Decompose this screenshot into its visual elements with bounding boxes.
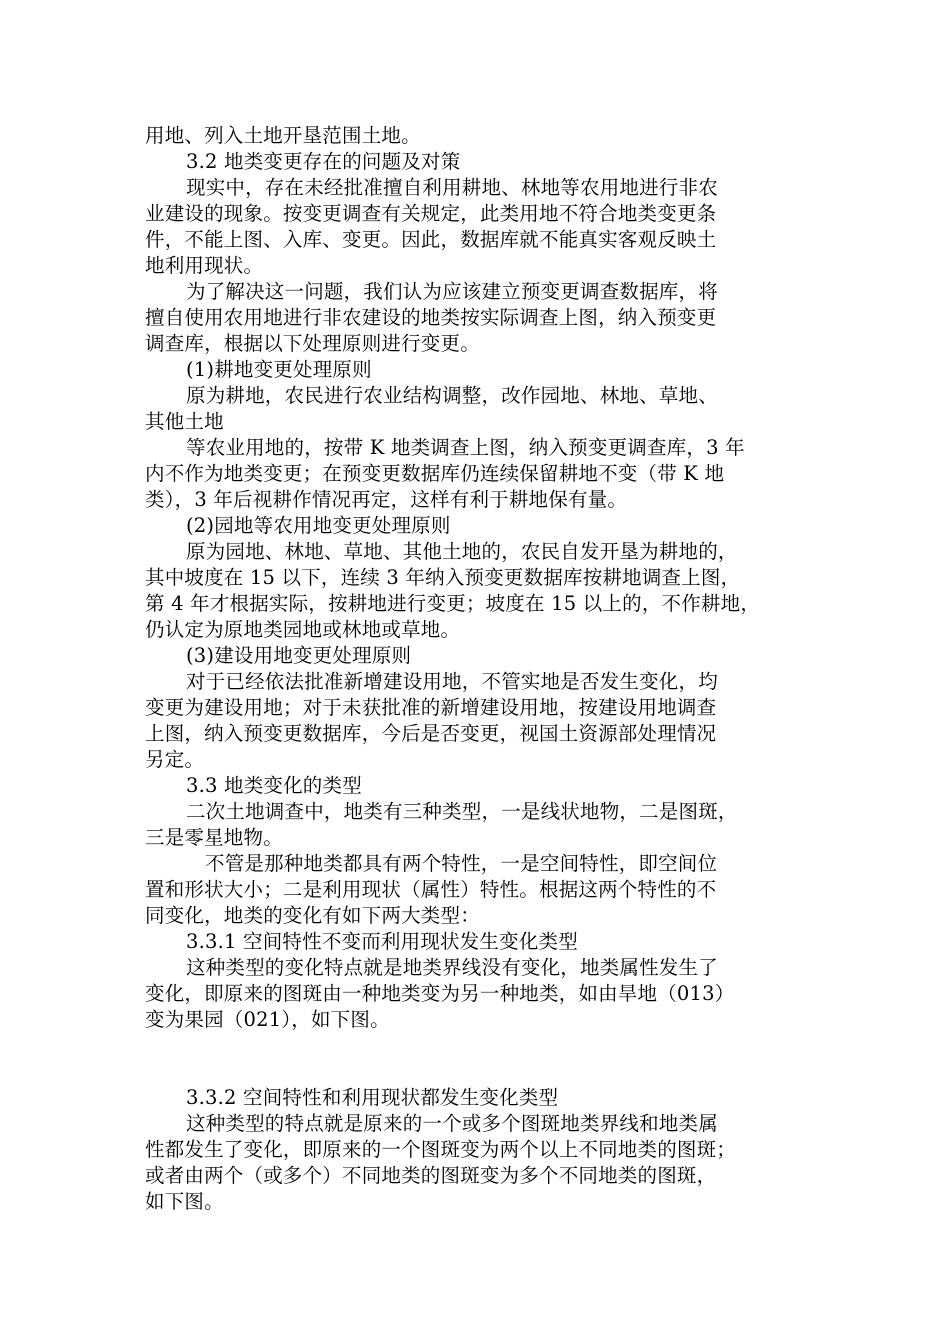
text-line: 二次土地调查中，地类有三种类型，一是线状地物，二是图斑，: [186, 800, 738, 823]
section-heading-3-2: 3.2 地类变更存在的问题及对策: [186, 150, 461, 173]
text-line: 性都发生了变化，即原来的一个图斑变为两个以上不同地类的图斑；: [145, 1138, 737, 1161]
section-heading-3-3-2: 3.3.2 空间特性和利用现状都发生变化类型: [186, 1086, 559, 1109]
text-line: 上图，纳入预变更数据库，今后是否变更，视国土资源部处理情况: [145, 722, 717, 745]
text-line: 调查库，根据以下处理原则进行变更。: [145, 332, 480, 355]
text-line: 等农业用地的，按带 K 地类调查上图，纳入预变更调查库，3 年: [186, 436, 745, 459]
text-line: 同变化，地类的变化有如下两大类型：: [145, 904, 480, 927]
text-line: 现实中，存在未经批准擅自利用耕地、林地等农用地进行非农: [186, 176, 718, 199]
text-line: 其中坡度在 15 以下，连续 3 年纳入预变更数据库按耕地调查上图，: [145, 566, 741, 589]
text-line: 对于已经依法批准新增建设用地，不管实地是否发生变化，均: [186, 670, 718, 693]
text-line: 这种类型的特点就是原来的一个或多个图斑地类界线和地类属: [186, 1112, 718, 1135]
text-line: 件，不能上图、入库、变更。因此，数据库就不能真实客观反映土: [145, 228, 717, 251]
text-line: 原为园地、林地、草地、其他土地的，农民自发开垦为耕地的，: [186, 540, 738, 563]
text-line: 擅自使用农用地进行非农建设的地类按实际调查上图，纳入预变更: [145, 306, 717, 329]
text-line: 或者由两个（或多个）不同地类的图斑变为多个不同地类的图斑，: [145, 1164, 717, 1187]
subheading-1: (1)耕地变更处理原则: [186, 358, 372, 381]
text-line: 这种类型的变化特点就是地类界线没有变化，地类属性发生了: [186, 956, 718, 979]
text-line: 变为果园（021），如下图。: [145, 1008, 390, 1031]
subheading-3: (3)建设用地变更处理原则: [186, 644, 412, 667]
text-line: 其他土地: [145, 410, 224, 433]
text-line: 用地、列入土地开垦范围土地。: [145, 124, 421, 147]
text-line: 不管是那种地类都具有两个特性，一是空间特性，即空间位: [205, 852, 718, 875]
subheading-2: (2)园地等农用地变更处理原则: [186, 514, 451, 537]
text-line: 原为耕地，农民进行农业结构调整，改作园地、林地、草地、: [186, 384, 718, 407]
text-line: 另定。: [145, 748, 205, 771]
section-heading-3-3: 3.3 地类变化的类型: [186, 774, 362, 797]
text-line: 变更为建设用地；对于未获批准的新增建设用地，按建设用地调查: [145, 696, 717, 719]
text-line: 如下图。: [145, 1190, 224, 1213]
text-line: 变化，即原来的图斑由一种地类变为另一种地类，如由旱地（013）: [145, 982, 735, 1005]
text-line: 第 4 年才根据实际，按耕地进行变更；坡度在 15 以上的，不作耕地，: [145, 592, 761, 615]
text-line: 为了解决这一问题，我们认为应该建立预变更调查数据库，将: [186, 280, 718, 303]
text-line: 类），3 年后视耕作情况再定，这样有利于耕地保有量。: [145, 488, 628, 511]
text-line: 地利用现状。: [145, 254, 264, 277]
text-line: 仍认定为原地类园地或林地或草地。: [145, 618, 461, 641]
text-line: 三是零星地物。: [145, 826, 283, 849]
text-line: 置和形状大小；二是利用现状（属性）特性。根据这两个特性的不: [145, 878, 717, 901]
text-line: 内不作为地类变更；在预变更数据库仍连续保留耕地不变（带 K 地: [145, 462, 725, 485]
section-heading-3-3-1: 3.3.1 空间特性不变而利用现状发生变化类型: [186, 930, 578, 953]
text-line: 业建设的现象。按变更调查有关规定，此类用地不符合地类变更条: [145, 202, 717, 225]
